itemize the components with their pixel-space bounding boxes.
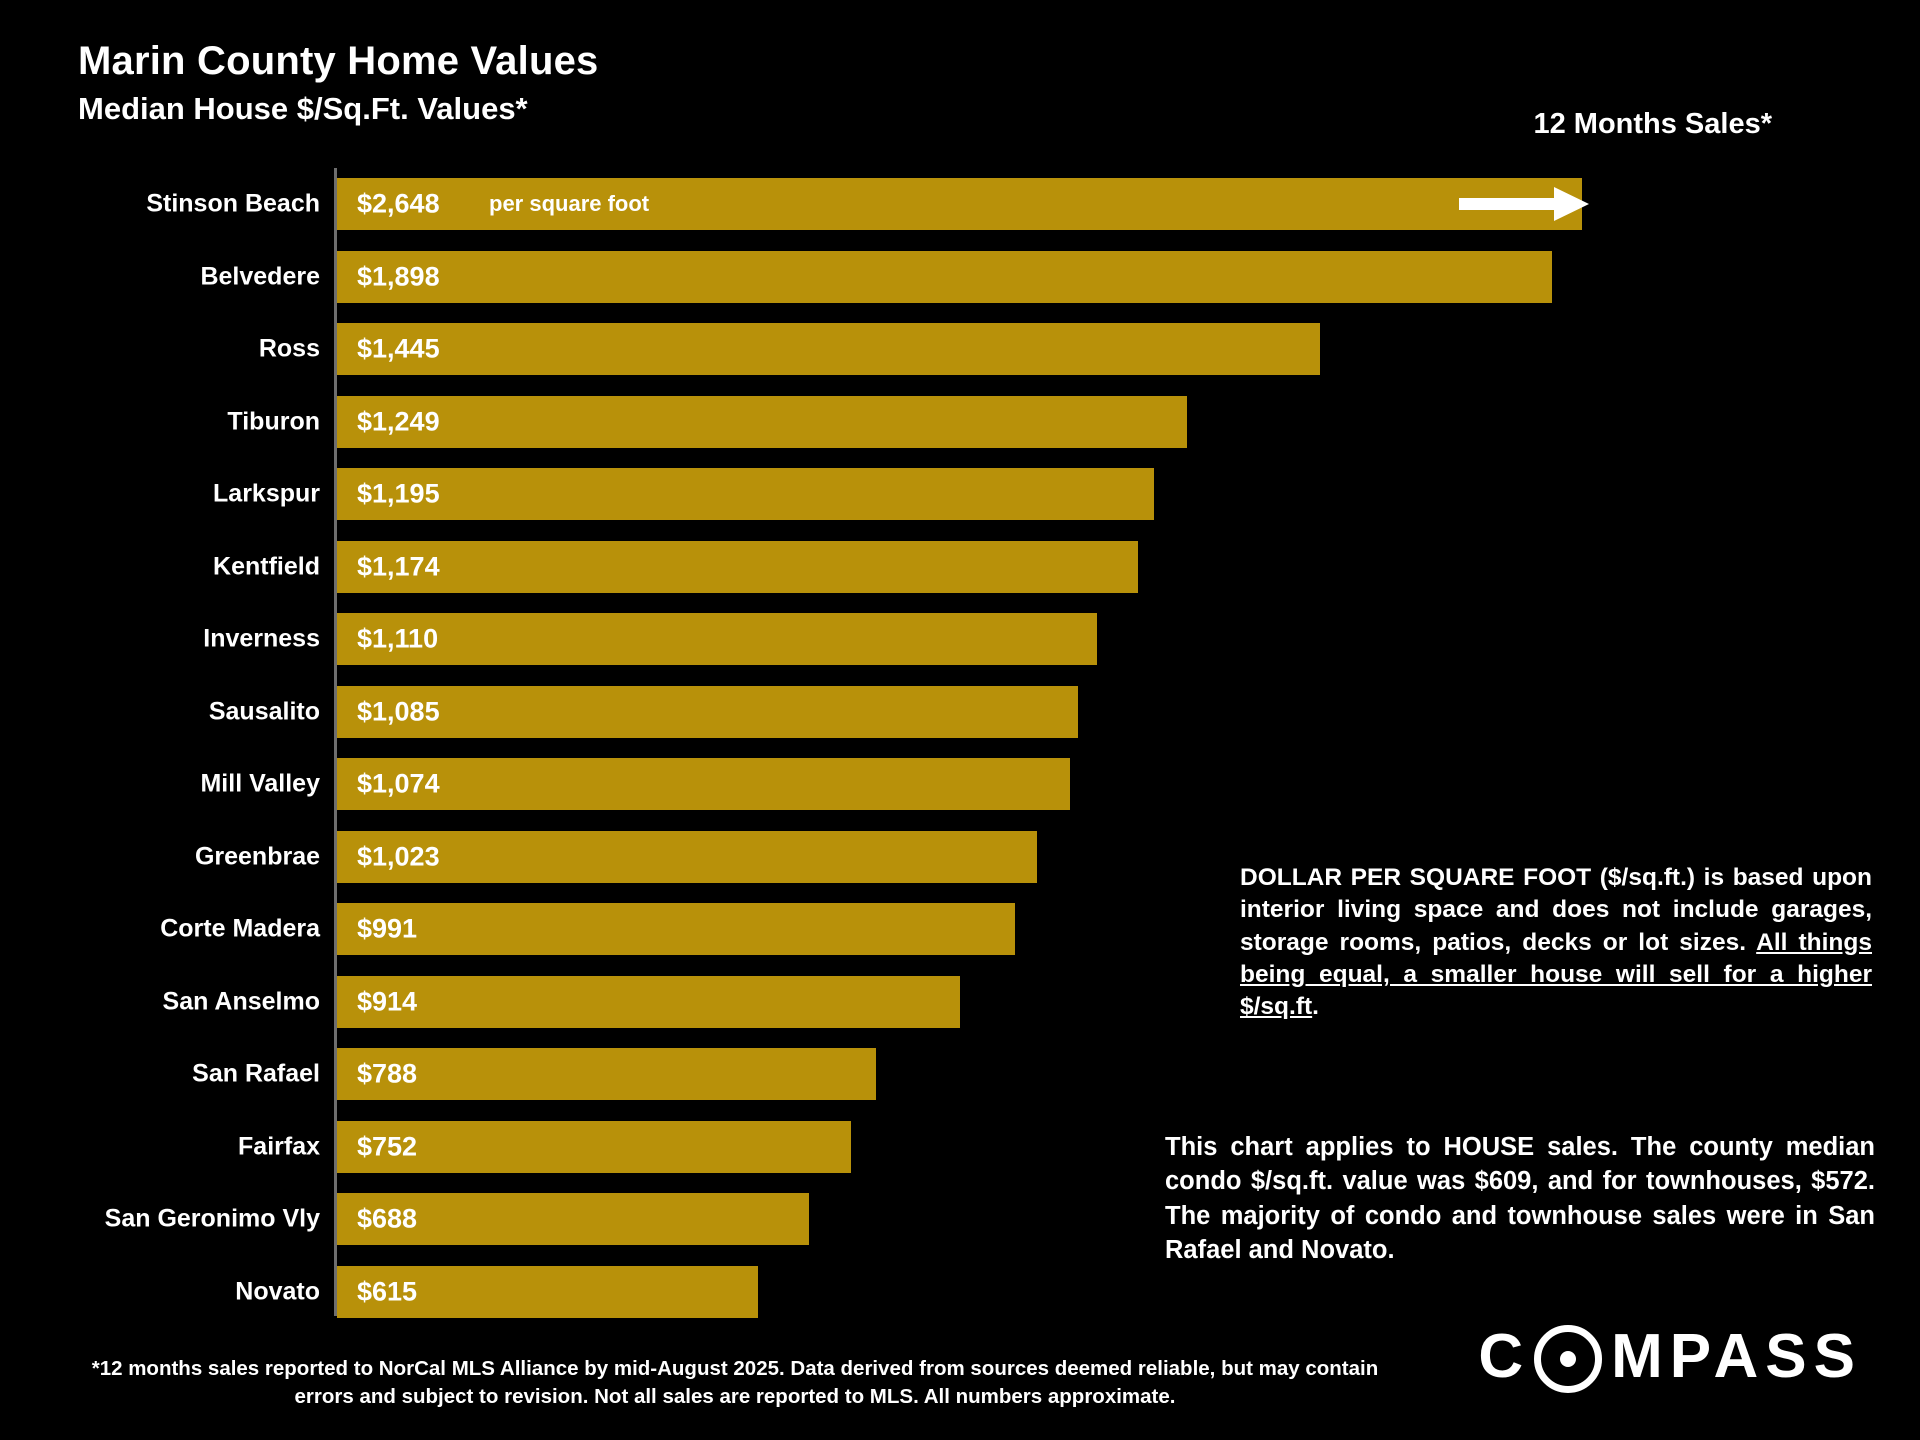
bar-category-label: Fairfax [238,1132,320,1161]
bar-value-label: $1,898 [357,261,440,292]
bar-wrapper [337,758,1070,810]
bar-row [0,168,1920,241]
bar-category-label: San Geronimo Vly [104,1204,320,1233]
bar-row [0,458,1920,531]
definition-text-part1: DOLLAR PER SQUARE FOOT ($/sq.ft.) is based upon interior living space and does not include garages, storage rooms, patios, decks or lot sizes. [1240,864,1872,956]
bar-value-label: $1,110 [357,623,439,654]
bar-category-label: San Anselmo [162,987,320,1016]
bar-row [0,386,1920,459]
bar [337,1121,851,1173]
bar-value-label: $914 [357,986,418,1017]
bar-value-label: $1,445 [357,333,440,364]
definition-text-end: . [1312,993,1319,1021]
bar-row [0,241,1920,314]
bar [337,758,1070,810]
bar-wrapper [337,1121,851,1173]
bar-wrapper [337,1266,758,1318]
bar-wrapper [337,323,1320,375]
bar-value-label: $2,648 [357,188,440,219]
bar-row [0,313,1920,386]
bar-value-label: $1,195 [357,478,440,509]
bar-category-label: Tiburon [227,407,320,436]
compass-ring-icon [1534,1325,1602,1393]
title-block [78,38,598,127]
bar [337,468,1154,520]
bar-row [0,1038,1920,1111]
bar [337,251,1552,303]
bar-category-label: Mill Valley [200,769,320,798]
bar-value-label: $688 [357,1203,418,1234]
bar-value-label: $1,174 [357,551,440,582]
logo-letters-mpass: MPASS [1611,1322,1862,1391]
bar-category-label: Stinson Beach [146,189,320,218]
bar [337,323,1320,375]
bar-wrapper [337,686,1078,738]
bar-category-label: Greenbrae [194,842,320,871]
bar-wrapper [337,1048,876,1100]
logo-letter-c: C [1478,1322,1531,1391]
compass-logo-text [1478,1321,1862,1392]
bar-category-label: Belvedere [200,262,320,291]
bar-wrapper [337,396,1187,448]
bar [337,178,1582,230]
bar-value-label: $991 [357,913,418,944]
compass-logo [1478,1321,1862,1392]
bar [337,396,1187,448]
bar [337,1048,876,1100]
bar-category-label: Sausalito [208,697,320,726]
definition-note [1240,862,1872,1024]
page-title: Marin County Home Values [78,39,599,83]
bar [337,686,1078,738]
bar-wrapper [337,541,1138,593]
bar-row [0,603,1920,676]
truncation-arrow-icon [1459,187,1589,221]
bar-category-label: Ross [258,334,320,363]
definition-text-underlined: All things being equal, a smaller house will sell for a higher $/sq.ft [1240,928,1872,1021]
bar-value-label: $1,085 [357,696,440,727]
bar-category-label: Kentfield [213,552,320,581]
house-sales-note: This chart applies to HOUSE sales. The county median condo $/sq.ft. value was $609, and for townhouses, $572. The majority of condo and townhouse sales were in San Rafael and Novato. [1165,1133,1875,1265]
footnote: *12 months sales reported to NorCal MLS Alliance by mid-August 2025. Data derived from sources deemed reliable, but may contain errors and subject to revision. Not all sales are reported to MLS. All numbers approximate. [91,1357,1379,1409]
bar-category-label: Inverness [203,624,320,653]
bar-row [0,531,1920,604]
bar-wrapper [337,178,1582,230]
bar-wrapper [337,1193,809,1245]
bar-value-label: $752 [357,1131,418,1162]
bar-wrapper [337,831,1037,883]
bar [337,831,1037,883]
bar [337,541,1138,593]
bar-category-label: Novato [235,1277,320,1306]
bar [337,976,960,1028]
bar-category-label: Larkspur [213,479,320,508]
sales-period-label: 12 Months Sales* [1533,108,1772,140]
bar-value-label: $1,249 [357,406,440,437]
bar-category-label: San Rafael [192,1059,320,1088]
bar-wrapper [337,251,1552,303]
bar-value-label: $1,023 [357,841,440,872]
bar-row [0,676,1920,749]
bar-wrapper [337,903,1015,955]
bar [337,1193,809,1245]
bar-wrapper [337,613,1097,665]
bar-value-label: $615 [357,1276,418,1307]
bar-category-label: Corte Madera [160,914,320,943]
bar-value-label: $1,074 [357,768,440,799]
bar-value-label: $788 [357,1058,418,1089]
bar [337,1266,758,1318]
bar-row [0,748,1920,821]
bar-wrapper [337,468,1154,520]
bar-wrapper [337,976,960,1028]
bar [337,903,1015,955]
page-subtitle: Median House $/Sq.Ft. Values* [78,91,528,126]
bar [337,613,1097,665]
bar-unit-note: per square foot [489,191,650,217]
